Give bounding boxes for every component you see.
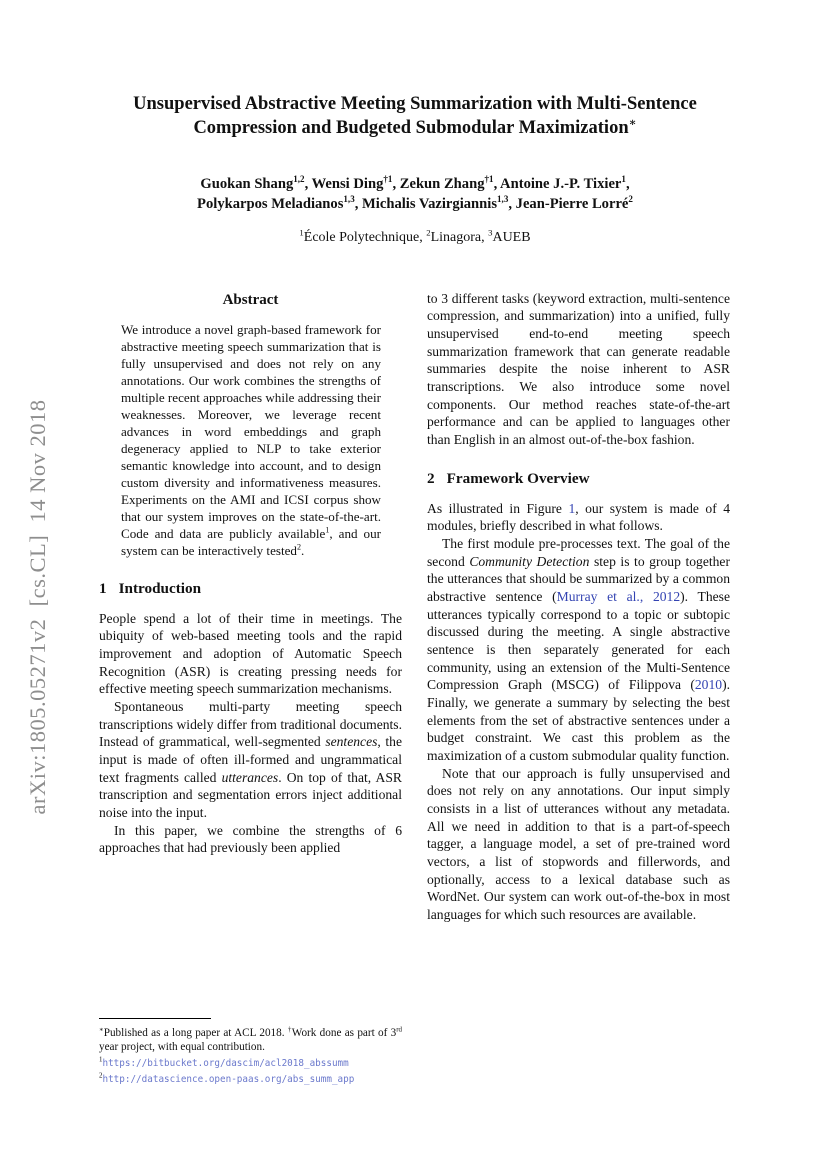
section-1-number: 1 [99, 579, 107, 597]
affiliations: $^1$École Polytechnique, $^2$Linagora, $^3$AUEB [299, 226, 531, 245]
left-column [99, 290, 402, 1088]
styled-text: 1 [99, 1055, 103, 1064]
citation-link[interactable]: 2010 [694, 677, 723, 693]
styled-text: rd [396, 1025, 402, 1034]
framework-paragraph-1: As illustrated in Figure 1, our system is made of 4 modules, briefly described in what follows. [427, 500, 730, 534]
citation-link[interactable]: Murray et al., 2012 [556, 588, 681, 604]
page-content [99, 0, 731, 1088]
intro-paragraph-3: In this paper, we combine the strengths of 6 approaches that had previously been applied [99, 822, 402, 856]
paper-title [99, 92, 731, 141]
title-line-1: Unsupervised Abstractive Meeting Summarization with Multi-Sentence [133, 94, 697, 114]
styled-text: †1 [383, 173, 393, 184]
styled-text: † [287, 1025, 292, 1034]
styled-text: 3 [488, 226, 493, 237]
styled-text: 1 [299, 226, 304, 237]
styled-text: utterances [221, 769, 279, 785]
framework-paragraph-3: Note that our approach is fully unsupervised and does not rely on any annotations. Our input simply consists in a list of utterances without any metadata. All we need in addition to that is a part-of-speech tagger, a language model, a set of pre-trained word vectors, a list of stopwords and fillerwords, and optionally, access to a lexical database such as WordNet. Our system can work out-of-the-box in most languages for which such resources are available. [427, 765, 730, 922]
styled-text: ∗ [628, 117, 637, 130]
abstract-heading: Abstract [222, 291, 279, 308]
footnote-url-link[interactable]: https://bitbucket.org/dascim/acl2018_abssumm [102, 1058, 349, 1070]
styled-text: 1,3 [343, 193, 355, 204]
styled-text: 1 [621, 173, 626, 184]
section-1-heading [99, 580, 402, 598]
section-2-heading [427, 470, 730, 488]
styled-text: 2 [628, 193, 633, 204]
styled-text: 1,2 [293, 173, 305, 184]
section-1-title: Introduction [118, 579, 202, 597]
two-column-body [99, 290, 731, 1088]
styled-text: 1,3 [497, 193, 509, 204]
styled-text: sentences [325, 734, 378, 750]
footnote-acknowledgment: ∗Published as a long paper at ACL 2018. †Work done as part of 3rd year project, with equal contribution. [99, 1025, 402, 1054]
abstract-text: We introduce a novel graph-based framework for abstractive meeting speech summarization that is fully unsupervised and does not rely on any annotations. Our work combines the strengths of multiple recent approaches while addressing their weaknesses. Moreover, we leverage recent advances in word embeddings and graph degeneracy applied to NLP to take exterior semantic knowledge into account, and to design custom diversity and informativeness measures. Experiments on the AMI and ICSI corpus show that our system improves on the state-of-the-art. Code and data are publicly available$^1$, and our system can be interactively tested$^2$. [121, 321, 381, 558]
footnote-block [99, 1018, 402, 1088]
framework-paragraph-2: The first module pre-processes text. The goal of the second Community Detection step is to group together the utterances that should be summarized by a common abstractive sentence (Murray et al., 2012). These utterances typically correspond to a topic or subtopic discussed during the meeting. A single abstractive sentence is then separately generated for each community, using an extension of the Multi-Sentence Compression Graph (MSCG) of Filippova (2010). Finally, we generate a summary by selecting the best elements from the set of abstractive sentences under a budget constraint. We cast this problem as the maximization of a custom submodular quality function. [427, 535, 730, 763]
styled-text: ∗ [99, 1025, 104, 1034]
author-list [99, 175, 731, 215]
arxiv-watermark: arXiv:1805.05271v2 [cs.CL] 14 Nov 2018 [25, 399, 50, 815]
styled-text: 2 [296, 542, 302, 552]
citation-link[interactable]: 1 [568, 500, 576, 516]
styled-text: Community Detection [469, 553, 590, 569]
author-line-2: Polykarpos Meladianos$^{1,3}$, Michalis Vazirgiannis$^{1,3}$, Jean-Pierre Lorré$^2$ [197, 193, 633, 212]
intro-paragraph-2: Spontaneous multi-party meeting speech transcriptions widely differ from traditional documents. Instead of grammatical, well-segmented sentences, the input is made of often ill-formed and ungrammatical text fragments called utterances. On top of that, ASR transcription and segmentation errors inject additional noise into the input. [99, 699, 402, 821]
right-column [427, 290, 730, 1088]
section-2-number: 2 [427, 469, 435, 487]
footnote-2 [99, 1071, 402, 1087]
styled-text: †1 [484, 173, 494, 184]
styled-text: 2 [426, 226, 431, 237]
author-line-1: Guokan Shang$^{1,2}$, Wensi Ding$^{\dagger 1}$, Zekun Zhang$^{\dagger 1}$, Antoine J.-P. Tixier$^1$, [200, 173, 630, 192]
footnote-rule [99, 1018, 211, 1019]
styled-text: 2 [99, 1071, 103, 1080]
footnote-1 [99, 1055, 402, 1071]
footnote-url-link[interactable]: http://datascience.open-paas.org/abs_summ_app [102, 1074, 355, 1086]
title-line-2: Compression and Budgeted Submodular Maximization∗ [193, 117, 637, 139]
styled-text: 1 [325, 525, 330, 535]
intro-paragraph-1: People spend a lot of their time in meetings. The ubiquity of web-based meeting tools and the rapid improvement and adoption of Automatic Speech Recognition (ASR) is creating pressing needs for effective meeting speech summarization mechanisms. [99, 610, 402, 697]
section-2-title: Framework Overview [446, 469, 590, 487]
body-paragraph-continued: to 3 different tasks (keyword extraction, multi-sentence compression, and summarization) into a unified, fully unsupervised end-to-end meeting speech summarization framework that can generate readable summaries despite the noise inherent to ASR transcriptions. We also introduce some novel components. Our method reaches state-of-the-art performance and can be applied to languages other than English in an almost out-of-the-box fashion. [427, 290, 730, 447]
